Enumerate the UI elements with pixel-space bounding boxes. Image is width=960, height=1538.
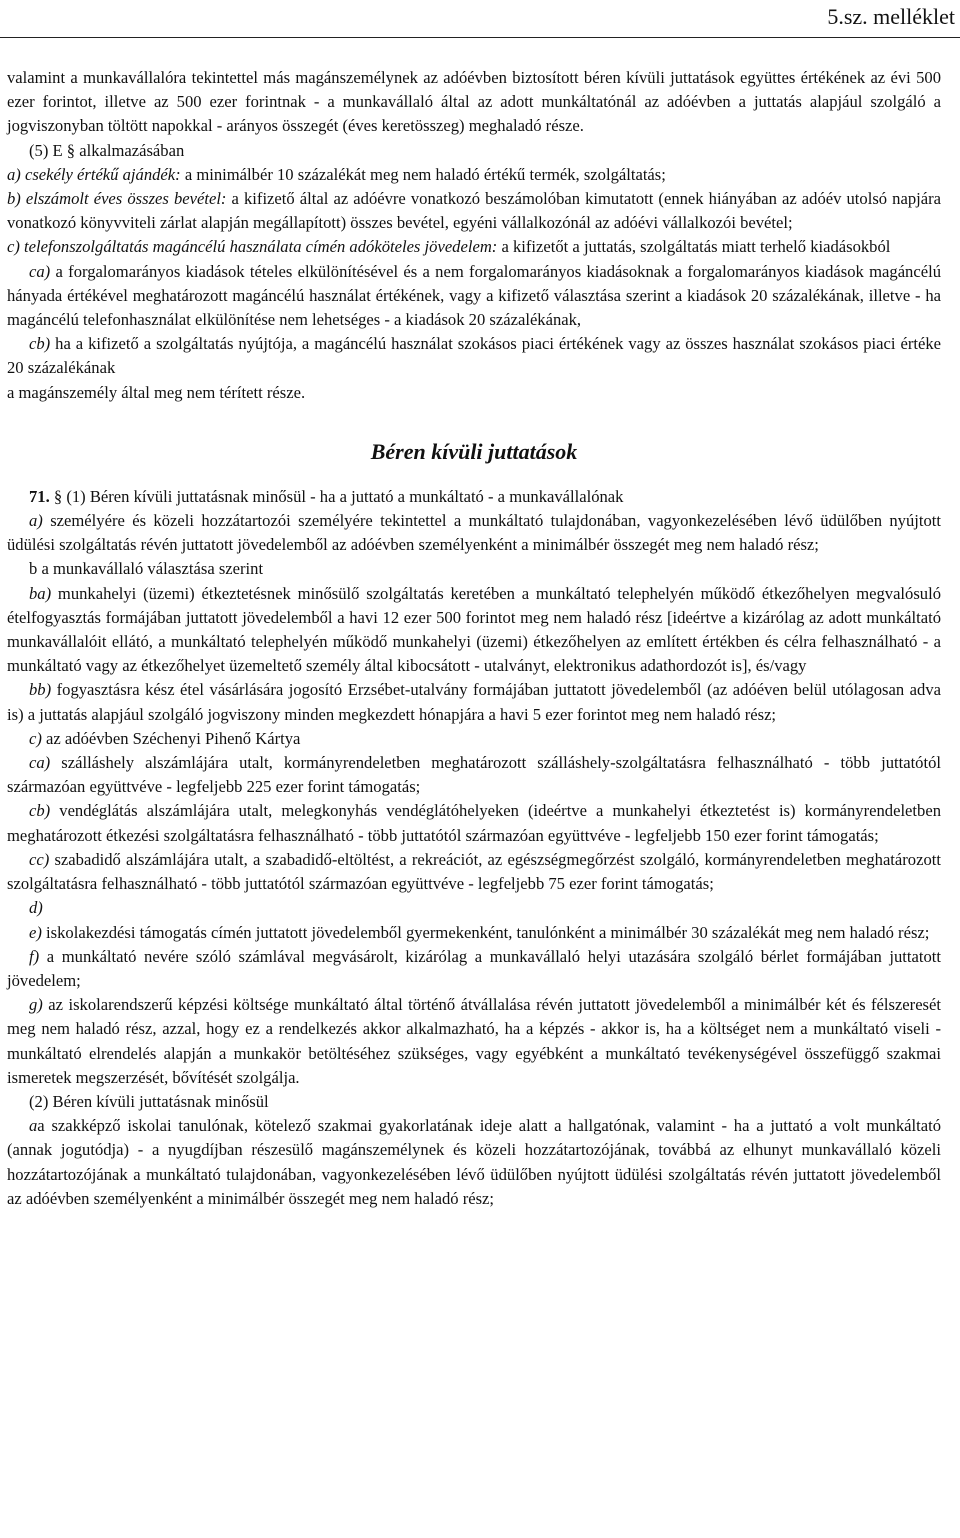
item-e: e) iskolakezdési támogatás címén juttatott jövedelemből gyermekenként, tanulónként a minimálbér 30 százalékát meg nem haladó rész;: [29, 922, 930, 942]
item-b: b a munkavállaló választása szerint: [29, 559, 264, 579]
header-divider: [0, 37, 960, 38]
definition-cb: cb) ha a kifizető a szolgáltatás nyújtója, a magáncélú használat szokásos piaci értékének vagy az összes használat szokásos piaci értéke 20 százalékának: [7, 334, 941, 378]
item-c: c) az adóévben Széchenyi Pihenő Kártya: [29, 728, 301, 748]
paragraph-71-1: 71. § (1) Béren kívüli juttatásnak minősül - ha a juttató a munkáltató - a munkavállalónak: [29, 486, 624, 506]
item-ba: ba) munkahelyi (üzemi) étkeztetésnek minősülő szolgáltatás keretében a munkáltató telephelyén működő étkezőhelyen megvalósuló ételfogyasztás formájában juttatott jövedelemből a havi 12 ezer 500 forintot meg nem haladó rész [ideértve a kizárólag az adott munkáltató munkavállalóit ellátó, a munkáltató telephelyén működő munkahelyi (üzemi) étkezőhelyen az említett értékben és célra felhasználható - a munkáltató vagy az étkezőhelyet üzemeltető személy által kibocsátott - utalványt, elektronikus adathordozót is], és/vagy: [7, 583, 941, 676]
item-cb: cb) vendéglátás alszámlájára utalt, melegkonyhás vendéglátóhelyeken (ideértve a munkahelyi étkeztetést is) kormányrendeletben meghatározott étkezési szolgáltatásra felhasználható - több juttatótól származóan együttvéve - legfeljebb 150 ezer forint támogatás;: [7, 801, 941, 845]
item-bb: bb) fogyasztásra kész étel vásárlására jogosító Erzsébet-utalvány formájában juttatott jövedelemből (az adóéven belül utólagosan adva is) a juttatás alapjául szolgáló jogviszony minden megkezdett hónapjára a havi 5 ezer forintot meg nem haladó rész;: [7, 680, 941, 724]
item-f: f) a munkáltató nevére szóló számlával megvásárolt, kizárólag a munkavállaló helyi utazására szolgáló bérlet formájában juttatott jövedelem;: [7, 946, 941, 990]
item-g: g) az iskolarendszerű képzési költsége munkáltató által történő átvállalása révén juttatott jövedelemből a minimálbér két és félszeresét meg nem haladó rész, azzal, hogy ez a rendelkezés akkor alkalmazható, ha a képzés - akkor is, ha a költséget nem a munkáltató viseli - munkáltató elrendelés alapján a munkakör betöltéséhez szükséges, vagy egyébként a munkáltató tevékenységével összefüggő szakmai ismeretek megszerzését, bővítését szolgálja.: [7, 995, 941, 1087]
definition-b: b) elszámolt éves összes bevétel: a kifizető által az adóévre vonatkozó beszámolóban kimutatott (ennek hiányában az adóév utolsó napjára vonatkozó könyvviteli zárlat alapján megállapított) összes bevétel, egyéni vállalkozónál az adóévi vállalkozói bevétel;: [7, 189, 942, 233]
paragraph-71-2: (2) Béren kívüli juttatásnak minősül: [29, 1091, 269, 1111]
definition-ca: ca) a forgalomarányos kiadások tételes elkülönítésével és a nem forgalomarányos kiadásoknak a forgalomarányos kiadások magáncélú hányada értékével meghatározott magáncélú használat értékének, vagy a kifizető választása szerint a kiadások 20 százalékának, illetve - ha magáncélú telefonhasználat elkülönítése nem lehetséges - a kiadások 20 százalékának,: [7, 261, 941, 330]
item-a: a) személyére és közeli hozzátartozói személyére tekintettel a munkáltató tulajdonában, vagyonkezelésében lévő üdülőben nyújtott üdülési szolgáltatás révén juttatott jövedelemből az adóévben személyenként a minimálbér összegét meg nem haladó rész;: [7, 511, 941, 555]
item-ca: ca) szálláshely alszámlájára utalt, kormányrendeletben meghatározott szálláshely-szolgáltatásra felhasználható - több juttatótól származóan együttvéve - legfeljebb 225 ezer forint támogatás;: [7, 753, 941, 797]
definition-c: c) telefonszolgáltatás magáncélú használata címén adóköteles jövedelem: a kifizetőt a juttatás, szolgáltatás miatt terhelő kiadásokból: [7, 237, 891, 257]
definition-closing: a magánszemély által meg nem térített része.: [7, 382, 306, 402]
paragraph-continuation: valamint a munkavállalóra tekintettel más magánszemélynek az adóévben biztosított béren kívüli juttatások együttes értékének az évi 500 ezer forintot, illetve az 500 ezer forintnak - a munkavállaló által az adott munkáltatónál az adóévben a juttatás alapjául szolgáló a jogviszonyban töltött napokkal - arányos összegét (éves keretösszeg) meghaladó része.: [7, 68, 941, 136]
paragraph-5: (5) E § alkalmazásában: [29, 140, 185, 160]
item-d: d): [29, 898, 43, 918]
page-header-title: 5.sz. melléklet: [827, 4, 955, 29]
definition-a: a) csekély értékű ajándék: a minimálbér 10 százalékát meg nem haladó értékű termék, szolgáltatás;: [7, 164, 666, 184]
document-body: [7, 66, 941, 1211]
item-2-a: aa szakképző iskolai tanulónak, kötelező szakmai gyakorlatának ideje alatt a hallgatónak, valamint - ha a juttató a volt munkáltató (annak jogutódja) - a nyugdíjban részesülő magánszemélynek és közeli hozzátartozójának, továbbá az elhunyt munkavállaló közeli hozzátartozójának a munkáltató tulajdonában, vagyonkezelésében lévő üdülőben nyújtott üdülési szolgáltatás révén juttatott jövedelemből az adóévben személyenként a minimálbér összegét meg nem haladó rész;: [7, 1116, 941, 1208]
item-cc: cc) szabadidő alszámlájára utalt, a szabadidő-eltöltést, a rekreációt, az egészségmegőrzést szolgáló, kormányrendeletben meghatározott szolgáltatásra felhasználható - több juttatótól származóan együttvéve - legfeljebb 75 ezer forint támogatás;: [7, 849, 941, 894]
section-title: Béren kívüli juttatások: [370, 438, 578, 464]
